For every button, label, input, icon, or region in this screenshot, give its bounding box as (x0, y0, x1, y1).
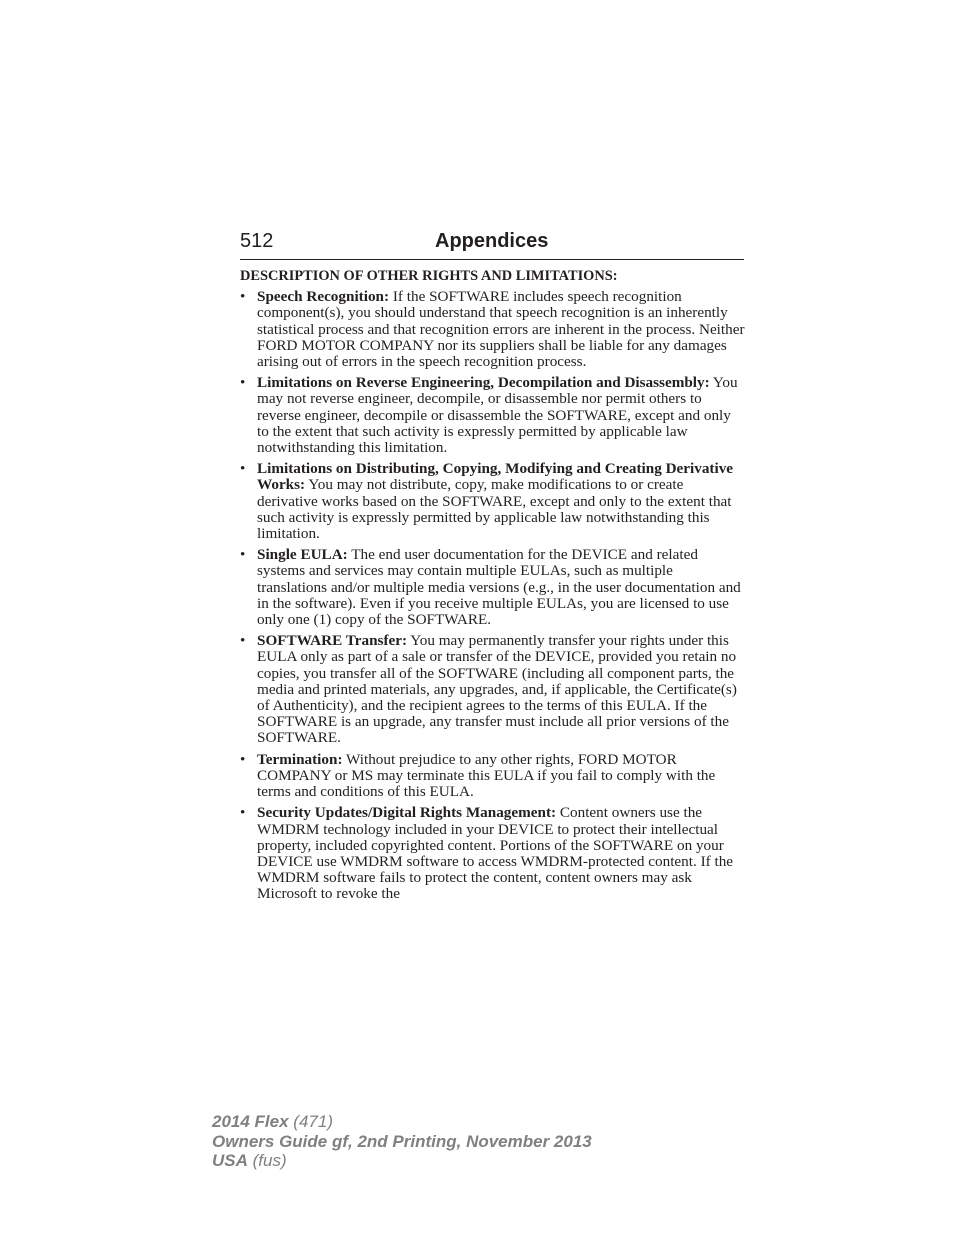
item-term: SOFTWARE Transfer: (257, 632, 408, 650)
bullet-icon: • (240, 546, 246, 564)
bullet-icon: • (240, 632, 246, 650)
footer-model-line (212, 1112, 592, 1132)
list-item (240, 633, 746, 746)
bullet-icon: • (240, 750, 246, 768)
bullet-icon: • (240, 288, 246, 306)
footer-region: USA (212, 1151, 248, 1170)
item-text: You may not distribute, copy, make modifications to or create derivative works based on the SOFTWARE, except and only to the extent that such activity is expressly permitted by applicable law notwithstanding this limitation. (257, 476, 732, 543)
footer-region-line (212, 1151, 592, 1171)
list-item (240, 289, 746, 370)
list-item (240, 752, 746, 801)
item-term: Security Updates/Digital Rights Management: (257, 804, 557, 822)
page-header (240, 229, 744, 260)
item-text: Without prejudice to any other rights, FORD MOTOR COMPANY or MS may terminate this EULA if you fail to comply with the terms and conditions of this EULA. (257, 750, 716, 801)
rights-list (240, 289, 746, 902)
item-term: Limitations on Reverse Engineering, Decompilation and Disassembly: (257, 374, 710, 392)
section-title: Appendices (435, 230, 549, 252)
list-item (240, 547, 746, 628)
bullet-icon: • (240, 804, 246, 822)
section-heading: DESCRIPTION OF OTHER RIGHTS AND LIMITATIONS: (240, 268, 618, 284)
list-item (240, 461, 746, 542)
footer-model: 2014 Flex (212, 1112, 289, 1131)
item-text: You may permanently transfer your rights under this EULA only as part of a sale or transfer of the DEVICE, provided you retain no copies, you transfer all of the SOFTWARE (including all component parts, the media and printed materials, any upgrades, and, if applicable, the Certificate(s) of Authenticity), and the recipient agrees to the terms of this EULA. If the SOFTWARE is an upgrade, any transfer must include all prior versions of the SOFTWARE. (257, 632, 737, 747)
page-number: 512 (240, 230, 274, 252)
item-term: Single EULA: (257, 546, 348, 564)
page-footer (212, 1112, 592, 1171)
item-text: You may not reverse engineer, decompile, or disassemble nor permit others to reverse engineer, decompile or disassemble the SOFTWARE, except and only to the extent that such activity is expressly permitted by applicable law notwithstanding this limitation. (257, 374, 738, 457)
item-term: Speech Recognition: (257, 288, 390, 306)
item-text: If the SOFTWARE includes speech recognition component(s), you should understand that speech recognition is an inherently statistical process and that recognition errors are inherent in the process. Neither FORD MOTOR COMPANY nor its suppliers shall be liable for any damages arising out of errors in the speech recognition process. (257, 288, 745, 371)
main-content (240, 268, 746, 908)
list-item (240, 375, 746, 456)
bullet-icon: • (240, 374, 246, 392)
item-text: The end user documentation for the DEVICE and related systems and services may contain multiple EULAs, such as multiple translations and/or multiple media versions (e.g., in the user documentation and in the software). Even if you receive multiple EULAs, you are licensed to use only one (1) copy of the SOFTWARE. (257, 546, 741, 629)
list-item (240, 805, 746, 902)
footer-model-code: (471) (293, 1112, 333, 1131)
item-term: Limitations on Distributing, Copying, Modifying and Creating Derivative Works: (257, 460, 734, 494)
item-term: Termination: (257, 750, 343, 768)
bullet-icon: • (240, 460, 246, 478)
footer-guide: Owners Guide gf, 2nd Printing, November 2013 (212, 1131, 592, 1151)
footer-region-code: (fus) (252, 1151, 287, 1170)
item-text: Content owners use the WMDRM technology included in your DEVICE to protect their intellectual property, included copyrighted content. Portions of the SOFTWARE on your DEVICE use WMDRM software to access WMDRM-protected content. If the WMDRM software fails to protect the content, content owners may ask Microsoft to revoke the (257, 804, 734, 903)
